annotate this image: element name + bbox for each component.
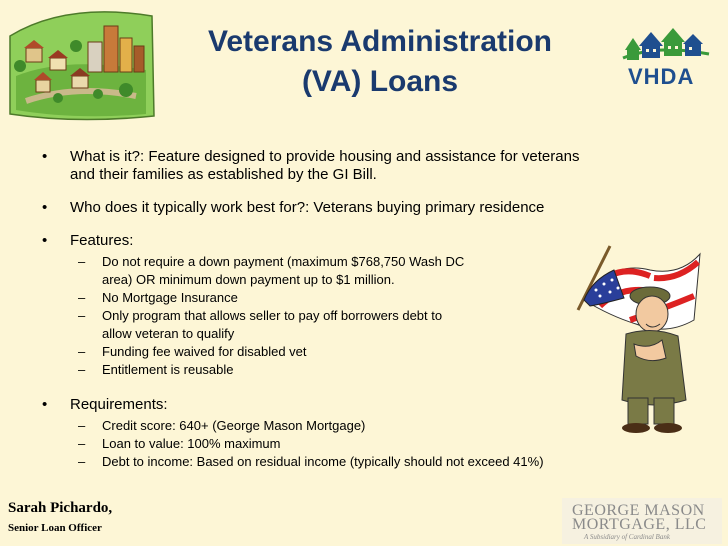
- bullet-who-for: [40, 199, 710, 217]
- feature-text: Only program that allows seller to pay off borrowers debt to: [102, 308, 443, 323]
- requirement-text: Credit score: 640+ (George Mason Mortgage): [102, 418, 366, 433]
- feature-text: Funding fee waived for disabled vet: [102, 344, 307, 359]
- vhda-logo-text: VHDA: [628, 64, 695, 89]
- bullet-text: Requirements:: [70, 396, 168, 413]
- feature-text: Do not require a down payment (maximum $768,750 Wash DC: [102, 254, 465, 269]
- bullet-text: Who does it typically work best for?: Veterans buying primary residence: [70, 199, 545, 216]
- requirement-item: [40, 453, 710, 471]
- company-name-line-1: GEORGE MASON: [572, 502, 705, 519]
- bullet-dot: •: [42, 232, 48, 249]
- presenter-role: Senior Loan Officer: [8, 522, 102, 534]
- dash: –: [78, 436, 86, 451]
- veteran-flag-illustration: [570, 240, 705, 435]
- feature-text: No Mortgage Insurance: [102, 290, 238, 305]
- dash: –: [78, 362, 86, 377]
- slide-title: [160, 22, 600, 102]
- bullet-text: Features:: [70, 232, 134, 249]
- bullet-what-is-it: [40, 148, 710, 184]
- city-illustration: [6, 6, 156, 122]
- bullet-dot: •: [42, 396, 48, 413]
- title-line-2: (VA) Loans: [301, 65, 459, 98]
- feature-text: area) OR minimum down payment up to $1 million.: [102, 272, 395, 287]
- company-tagline: A Subsidiary of Cardinal Bank: [584, 533, 670, 541]
- dash: –: [78, 308, 86, 323]
- bullet-dot: •: [42, 199, 48, 216]
- requirement-text: Loan to value: 100% maximum: [102, 436, 281, 451]
- feature-text: allow veteran to qualify: [102, 326, 235, 341]
- dash: –: [78, 254, 86, 269]
- dash: –: [78, 290, 86, 305]
- feature-text: Entitlement is reusable: [102, 362, 234, 377]
- presenter-name: Sarah Pichardo,: [8, 500, 113, 516]
- bullet-text: and their families as established by the GI Bill.: [70, 166, 377, 183]
- company-name-line-2: MORTGAGE, LLC: [572, 516, 707, 533]
- dash: –: [78, 454, 86, 469]
- bullet-text: What is it?: Feature designed to provide housing and assistance for veterans: [70, 148, 580, 165]
- title-line-1: Veterans Administration: [208, 25, 552, 58]
- requirement-item: [40, 435, 710, 453]
- requirement-text: Debt to income: Based on residual income (typically should not exceed 41%): [102, 454, 544, 469]
- bullet-dot: •: [42, 148, 48, 165]
- dash: –: [78, 418, 86, 433]
- dash: –: [78, 344, 86, 359]
